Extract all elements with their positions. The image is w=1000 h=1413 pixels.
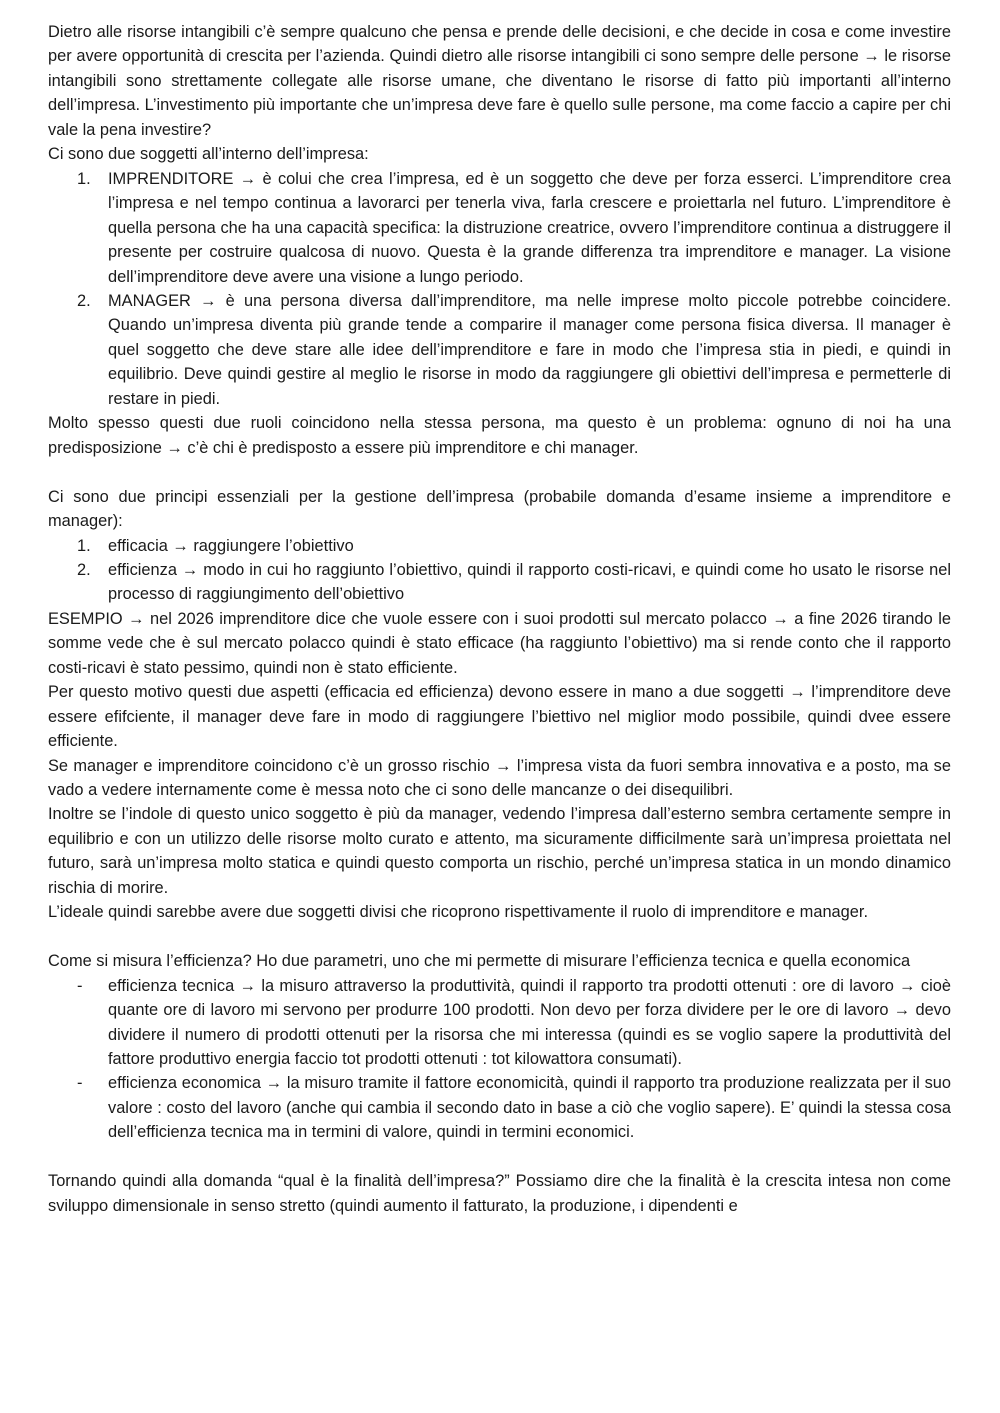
paragraph-finalita: Tornando quindi alla domanda “qual è la finalità dell’impresa?” Possiamo dire che la finalità è la crescita intesa non come sviluppo dimensionale in senso stretto (quindi aumento il fatturato, la produzione, i dipendenti e [48, 1172, 951, 1215]
list-item-imprenditore [48, 167, 951, 289]
list-item-efficienza-tecnica [48, 974, 951, 1072]
list-item-text: efficienza economica → la misuro tramite il fattore economicità, quindi il rapporto tra produzione realizzata per il suo valore : costo del lavoro (anche qui cambia il secondo dato in base a ciò che voglio sapere). E’ quindi la stessa cosa dell’efficienza tecnica ma in termini di valore, quindi in termini economici. [108, 1074, 951, 1142]
blank-line [48, 460, 951, 484]
paragraph-indole: Inoltre se l’indole di questo unico soggetto è più da manager, vedendo l’impresa dall’esterno sembra certamente sempre in equilibrio e con un utilizzo delle risorse molto curato e attento, ma sicuramente difficilmente sarà un’impresa proiettata nel futuro, sarà un’impresa molto statica e quindi questo comporta un rischio, perché un’impresa statica in un mondo dinamico rischia di morire. [48, 805, 951, 897]
list-marker: 2. [77, 291, 91, 310]
list-item-text: MANAGER → è una persona diversa dall’imprenditore, ma nelle imprese molto piccole potrebbe coincidere. Quando un’impresa diventa più grande tende a comparire il manager come persona fisica diversa. Il manager è quel soggetto che deve stare alle idee dell’imprenditore e fare in modo che l’impresa stia in piedi, e quindi in equilibrio. Deve quindi gestire al meglio le risorse in modo da raggiungere gli obiettivi dell’impresa e permetterle di restare in piedi. [108, 291, 951, 408]
list-item-efficacia [48, 534, 951, 558]
list-marker: 1. [77, 536, 91, 555]
principi-list [48, 534, 951, 607]
list-item-text: efficienza → modo in cui ho raggiunto l’obiettivo, quindi il rapporto costi-ricavi, e quindi come ho usato le risorse nel processo di raggiungimento dell’obiettivo [108, 560, 951, 604]
paragraph-ruoli: Molto spesso questi due ruoli coincidono nella stessa persona, ma questo è un problema: ognuno di noi ha una predisposizione → c’è chi è predisposto a essere più imprenditore e chi manager. [48, 414, 951, 457]
list-item-text: IMPRENDITORE → è colui che crea l’impresa, ed è un soggetto che deve per forza esserci. L’imprenditore crea l’impresa e nel tempo continua a lavorarci per tenerla viva, farla crescere e proiettarla nel futuro. L’imprenditore è quella persona che ha una capacità specifica: la distruzione creatrice, ovvero l’imprenditore continua a distruggere il presente per costruire qualcosa di nuovo. Questa è la grande differenza tra imprenditore e manager. La visione dell’imprenditore deve avere una visione a lungo periodo. [108, 169, 951, 286]
blank-line [48, 1145, 951, 1169]
list-marker: 1. [77, 169, 91, 188]
paragraph-intro: Dietro alle risorse intangibili c’è sempre qualcuno che pensa e prende delle decisioni, e che decide in cosa e come investire per avere opportunità di crescita per l’azienda. Quindi dietro alle risorse intangibili ci sono sempre delle persone → le risorse intangibili sono strettamente collegate alle risorse umane, che diventano le risorse di fatto più importanti all’interno dell’impresa. L’investimento più importante che un’impresa deve fare è quello sulle persone, ma come faccio a capire per chi vale la pena investire? [48, 23, 951, 139]
list-item-text: efficacia → raggiungere l’obiettivo [108, 536, 354, 555]
paragraph-rischio: Se manager e imprenditore coincidono c’è un grosso rischio → l’impresa vista da fuori sembra innovativa e a posto, ma se vado a vedere internamente come è messa noto che ci sono delle mancanze o dei disequilibri. [48, 756, 951, 800]
paragraph-soggetti-intro: Ci sono due soggetti all’interno dell’impresa: [48, 145, 369, 164]
paragraph-motivo: Per questo motivo questi due aspetti (efficacia ed efficienza) devono essere in mano a due soggetti → l’imprenditore deve essere efifciente, il manager deve fare in modo di raggiungere l’biettivo nel miglior modo possibile, quindi dvee essere efficiente. [48, 683, 951, 751]
paragraph-principi: Ci sono due principi essenziali per la gestione dell’impresa (probabile domanda d’esame insieme a imprenditore e manager): [48, 487, 951, 531]
paragraph-ideale: L’ideale quindi sarebbe avere due soggetti divisi che ricoprono rispettivamente il ruolo di imprenditore e manager. [48, 903, 869, 922]
list-item-text: efficienza tecnica → la misuro attraverso la produttività, quindi il rapporto tra prodotti ottenuti : ore di lavoro → cioè quante ore di lavoro mi servono per produrre 100 prodotti. Non devo per forza dividere per le ore di lavoro → devo dividere il numero di prodotti ottenuti per la risorsa che mi interessa (quindi es se voglio sapere la produttività del fattore produttivo energia faccio tot prodotti ottenuti : tot kilowattora consumati). [108, 976, 951, 1068]
soggetti-list [48, 167, 951, 412]
paragraph-misura: Come si misura l’efficienza? Ho due parametri, uno che mi permette di misurare l’efficienza tecnica e quella economica [48, 952, 911, 971]
paragraph-esempio: ESEMPIO → nel 2026 imprenditore dice che vuole essere con i suoi prodotti sul mercato polacco → a fine 2026 tirando le somme vede che è sul mercato polacco quindi è stato efficace (ha raggiunto l’obiettivo) ma si rende conto che il rapporto costi-ricavi è stato pessimo, quindi non è stato efficiente. [48, 609, 951, 677]
list-marker: - [77, 976, 83, 995]
list-item-manager [48, 289, 951, 411]
list-item-efficienza [48, 558, 951, 607]
list-marker: 2. [77, 560, 91, 579]
list-item-efficienza-economica [48, 1071, 951, 1144]
efficienze-list [48, 974, 951, 1145]
blank-line [48, 925, 951, 949]
list-marker: - [77, 1074, 83, 1093]
